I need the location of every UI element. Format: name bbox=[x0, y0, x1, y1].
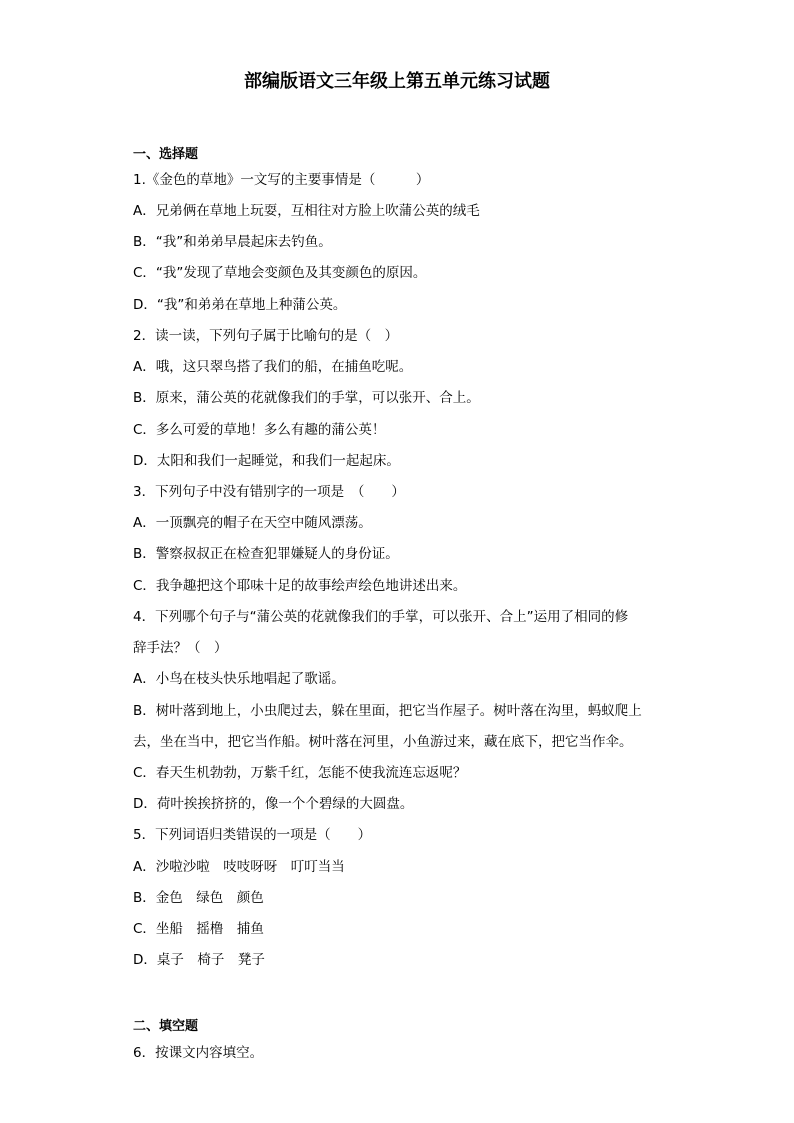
question-1: 1.《金色的草地》一文写的主要事情是（ ） bbox=[133, 172, 430, 188]
question-2-option-b: B．原来，蒲公英的花就像我们的手掌，可以张开、合上。 bbox=[133, 390, 480, 406]
question-5: 5．下列词语归类错误的一项是（ ） bbox=[133, 827, 372, 843]
question-4-option-d: D．荷叶挨挨挤挤的，像一个个碧绿的大圆盘。 bbox=[133, 796, 414, 812]
question-5-option-b: B．金色 绿色 颜色 bbox=[133, 890, 264, 906]
section-heading-choice: 一、选择题 bbox=[133, 147, 199, 162]
question-3: 3．下列句子中没有错别字的一项是 （ ） bbox=[133, 484, 405, 500]
question-1-option-a: A．兄弟俩在草地上玩耍，互相往对方脸上吹蒲公英的绒毛 bbox=[133, 203, 480, 219]
question-4: 4．下列哪个句子与“蒲公英的花就像我们的手掌，可以张开、合上”运用了相同的修 bbox=[133, 609, 629, 625]
question-5-option-d: D．桌子 椅子 凳子 bbox=[133, 952, 265, 968]
question-4-continued: 辞手法？（ ） bbox=[133, 640, 228, 656]
question-2-option-d: D．太阳和我们一起睡觉，和我们一起起床。 bbox=[133, 453, 400, 469]
question-5-option-a: A．沙啦沙啦 吱吱呀呀 叮叮当当 bbox=[133, 859, 345, 875]
question-4-option-c: C．春天生机勃勃，万紫千红，怎能不使我流连忘返呢？ bbox=[133, 765, 467, 781]
question-6: 6．按课文内容填空。 bbox=[133, 1045, 264, 1061]
page-title: 部编版语文三年级上第五单元练习试题 bbox=[244, 71, 550, 92]
question-1-option-c: C．“我”发现了草地会变颜色及其变颜色的原因。 bbox=[133, 265, 427, 281]
question-4-option-b: B．树叶落到地上，小虫爬过去，躲在里面，把它当作屋子。树叶落在沟里，蚂蚁爬上 bbox=[133, 703, 642, 719]
question-1-option-b: B．“我”和弟弟早晨起床去钓鱼。 bbox=[133, 234, 332, 250]
question-5-option-c: C．坐船 摇橹 捕鱼 bbox=[133, 921, 264, 937]
question-1-option-d: D．“我”和弟弟在草地上种蒲公英。 bbox=[133, 297, 347, 313]
question-4-option-a: A．小鸟在枝头快乐地唱起了歌谣。 bbox=[133, 671, 345, 687]
question-4-option-b-continued: 去，坐在当中，把它当作船。树叶落在河里，小鱼游过来，藏在底下，把它当作伞。 bbox=[133, 734, 633, 750]
question-2-option-a: A．哦，这只翠鸟搭了我们的船，在捕鱼吃呢。 bbox=[133, 359, 413, 375]
section-heading-fill-in: 二、填空题 bbox=[133, 1019, 199, 1034]
question-3-option-b: B．警察叔叔正在检查犯罪嫌疑人的身份证。 bbox=[133, 546, 399, 562]
question-3-option-c: C．我争趣把这个耶味十足的故事绘声绘色地讲述出来。 bbox=[133, 578, 467, 594]
question-2: 2．读一读，下列句子属于比喻句的是（ ） bbox=[133, 328, 399, 344]
question-3-option-a: A．一顶飘亮的帽子在天空中随风漂荡。 bbox=[133, 515, 372, 531]
question-2-option-c: C．多么可爱的草地！多么有趣的蒲公英！ bbox=[133, 422, 386, 438]
